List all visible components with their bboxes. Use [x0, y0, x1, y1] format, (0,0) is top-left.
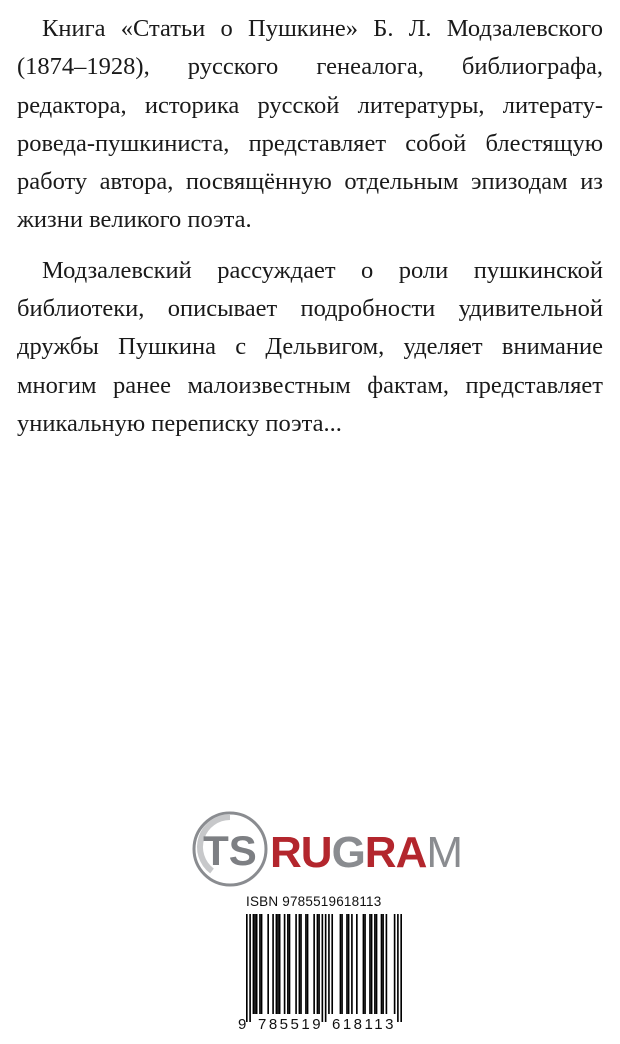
paragraph-2: [17, 252, 603, 443]
barcode-bar: [272, 914, 274, 1014]
text-line: дружбы Пушкина с Дельвигом, уделяет внимание: [17, 333, 603, 361]
barcode-bar: [394, 914, 396, 1014]
barcode-bar: [318, 914, 320, 1014]
barcode-bar: [348, 914, 350, 1014]
text-line: библиотеки, описывает подробности удивительной: [17, 295, 603, 323]
barcode-bar: [346, 914, 348, 1014]
barcode-bar: [284, 914, 286, 1014]
barcode-bar: [300, 914, 302, 1014]
barcode-bar: [261, 914, 263, 1014]
barcode-bar: [328, 914, 330, 1014]
barcode-bar: [351, 914, 353, 1014]
description-text: [17, 10, 603, 443]
barcode-bar: [254, 914, 256, 1014]
barcode-bar: [279, 914, 281, 1014]
barcode-bar: [340, 914, 342, 1014]
text-line: Модзалевский рассуждает о роли пушкинской: [42, 256, 603, 284]
barcode-bar: [371, 914, 373, 1014]
text-line: многим ранее малоизвестным фактам, представляет: [17, 371, 603, 399]
barcode-bar: [249, 914, 251, 1022]
barcode-bar: [287, 914, 289, 1014]
barcode-digits-left: 785519: [258, 1016, 324, 1033]
barcode-bar: [397, 914, 399, 1022]
barcode-bar: [246, 914, 248, 1022]
barcode-bar: [276, 914, 278, 1014]
barcode-bar: [313, 914, 315, 1014]
barcode-bar: [331, 914, 333, 1014]
barcode-bar: [256, 914, 258, 1014]
barcode-bar: [307, 914, 309, 1014]
text-line: роведа-пушкиниста, представляет собой блестящую: [17, 129, 603, 157]
logo-part-ra: RA: [364, 828, 427, 877]
barcode-digit-first: 9: [238, 1016, 247, 1033]
barcode-bar: [374, 914, 376, 1014]
barcode-bar: [253, 914, 255, 1014]
barcode-bar: [381, 914, 383, 1014]
barcode-bar: [386, 914, 388, 1014]
barcode-bar: [325, 914, 327, 1022]
logo-part-ru: RU: [270, 828, 332, 877]
barcode-bar: [341, 914, 343, 1014]
isbn-label: ISBN 9785519618113: [246, 894, 382, 909]
text-line: редактора, историка русской литературы, литерату-: [17, 91, 603, 119]
barcode-bar: [295, 914, 297, 1014]
barcode-bar: [317, 914, 319, 1014]
barcode-bar: [356, 914, 358, 1014]
publisher-logo: [190, 809, 463, 889]
barcode-bar: [277, 914, 279, 1014]
text-line: (1874–1928), русского генеалога, библиографа,: [17, 53, 603, 81]
barcode-bar: [376, 914, 378, 1014]
barcode-bar: [305, 914, 307, 1014]
barcode-bar: [363, 914, 365, 1014]
text-line: Книга «Статьи о Пушкине» Б. Л. Модзалевского: [42, 15, 603, 42]
barcode-bars: [246, 914, 402, 1024]
barcode-bar: [267, 914, 269, 1014]
barcode-bar: [299, 914, 301, 1014]
logo-mark: TS: [203, 827, 257, 874]
logo-part-m: M: [426, 828, 463, 877]
barcode-bar: [322, 914, 324, 1022]
text-line: уникальную переписку поэта...: [17, 409, 342, 437]
barcode-bar: [382, 914, 384, 1014]
paragraph-1: [17, 10, 603, 240]
barcode-bar: [364, 914, 366, 1014]
logo-part-g: G: [331, 828, 365, 877]
text-line: работу автора, посвящённую отдельным эпизодам из: [17, 168, 603, 196]
barcode-digits-right: 618113: [332, 1016, 396, 1033]
barcode-bar: [400, 914, 402, 1022]
barcode-bar: [289, 914, 291, 1014]
barcode-bar: [369, 914, 371, 1014]
barcode-bar: [259, 914, 261, 1014]
logo-wordmark: [270, 828, 462, 877]
text-line: жизни великого поэта.: [17, 206, 252, 234]
